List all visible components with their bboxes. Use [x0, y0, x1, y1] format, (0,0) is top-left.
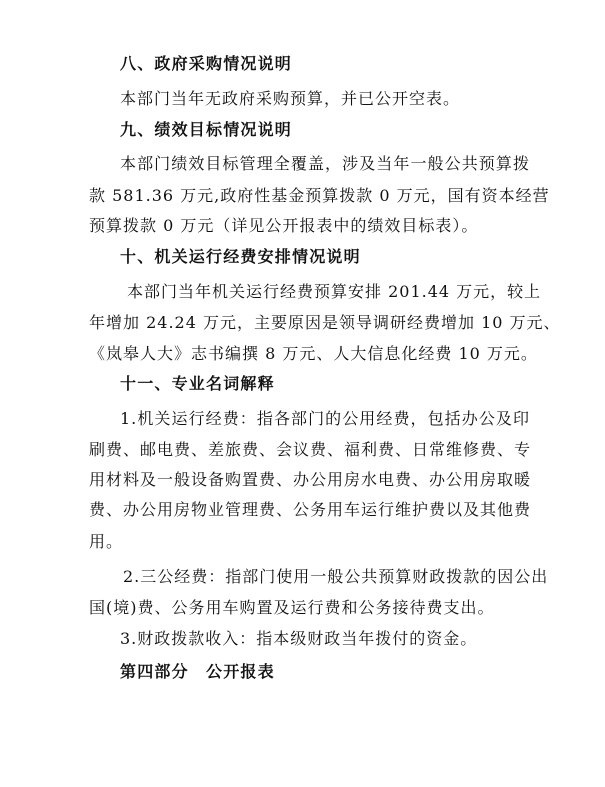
- paragraph-line: 预算拨款 0 万元（详见公开报表中的绩效目标表）。: [89, 216, 479, 235]
- paragraph-line: 款 581.36 万元,政府性基金预算拨款 0 万元，国有资本经营: [89, 186, 550, 205]
- section-heading-performance-goals: 九、绩效目标情况说明: [120, 120, 293, 139]
- paragraph-line: 刷费、邮电费、差旅费、会议费、福利费、日常维修费、专: [89, 440, 532, 459]
- paragraph-line: 本部门绩效目标管理全覆盖，涉及当年一般公共预算拨: [120, 154, 530, 173]
- paragraph-line: 用。: [89, 532, 124, 551]
- paragraph-line: 3.财政拨款收入：指本级财政当年拨付的资金。: [120, 629, 478, 648]
- section-heading-operating-expenses: 十、机关运行经费安排情况说明: [120, 247, 361, 266]
- section-heading-government-procurement: 八、政府采购情况说明: [120, 54, 293, 73]
- part-heading-public-reports: 第四部分 公开报表: [120, 662, 275, 681]
- section-heading-glossary: 十一、专业名词解释: [120, 374, 275, 393]
- paragraph-line: 用材料及一般设备购置费、办公用房水电费、办公用房取暖: [89, 470, 532, 489]
- paragraph-line: 年增加 24.24 万元，主要原因是领导调研经费增加 10 万元、: [89, 313, 561, 332]
- paragraph-line: 费、办公用房物业管理费、公务用车运行维护费以及其他费: [89, 500, 532, 519]
- paragraph-line: 本部门当年机关运行经费预算安排 201.44 万元，较上: [127, 282, 542, 301]
- paragraph-line: 2.三公经费：指部门使用一般公共预算财政拨款的因公出: [123, 567, 549, 586]
- paragraph-line: 国(境)费、公务用车购置及运行费和公务接待费支出。: [89, 598, 495, 617]
- paragraph-line: 本部门当年无政府采购预算，并已公开空表。: [120, 89, 461, 108]
- paragraph-line: 《岚皋人大》志书编撰 8 万元、人大信息化经费 10 万元。: [89, 344, 538, 363]
- paragraph-line: 1.机关运行经费：指各部门的公用经费，包括办公及印: [120, 409, 530, 428]
